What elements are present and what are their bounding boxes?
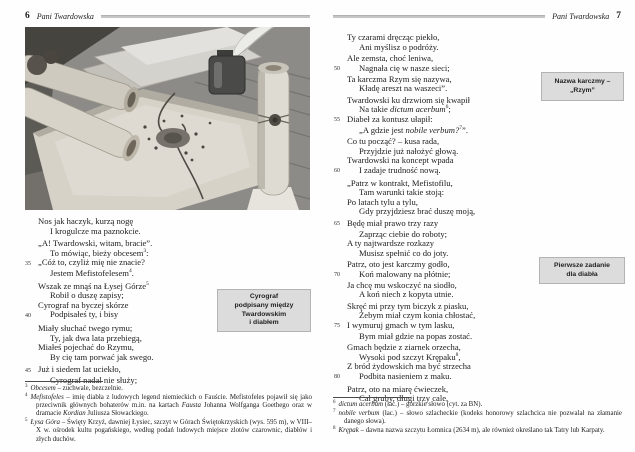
margin-note-line: dla diabła xyxy=(566,270,598,278)
line-number xyxy=(25,217,38,227)
line-number: 70 xyxy=(334,272,340,278)
line-number xyxy=(334,385,347,395)
margin-note-line: Cyrograf xyxy=(249,293,279,301)
text-segment: Bym miał gdzie na popas zostać. xyxy=(359,330,473,341)
text-segment: Ta karczma Rzym się nazywa, xyxy=(347,73,452,84)
text-segment: Mefistofeles xyxy=(30,394,64,402)
text-segment: Koń malowany na płótnie; xyxy=(359,268,451,279)
footnote xyxy=(25,419,312,443)
stanza xyxy=(25,217,220,236)
text-segment: , xyxy=(458,351,461,362)
stanza xyxy=(334,96,539,136)
text-segment: Wszak ze mnąś na Łysej Górze xyxy=(38,280,147,291)
text-segment: : xyxy=(146,247,149,258)
text-segment: – zuchwale, bezczelnie. xyxy=(55,385,123,392)
line-number xyxy=(334,126,347,136)
text-segment: Zaprząc ciebie do roboty; xyxy=(359,228,448,239)
poem-line-text xyxy=(38,269,134,279)
text-segment: Żebym miał czym konia chłostać, xyxy=(359,310,476,320)
footnote xyxy=(25,385,312,393)
text-segment: Ty, jak dwa lata przebiegą, xyxy=(50,332,142,343)
line-number xyxy=(25,269,38,279)
text-segment: Po latach tylu a tylu, xyxy=(347,196,418,207)
stanza xyxy=(334,33,539,52)
text-segment: (łac.) – słowo szlacheckie (kodeks honorowy szlachcica nie pozwalał na złamanie danego słowa). xyxy=(344,410,622,426)
text-segment: To mówiąc, bieży obcesem xyxy=(50,247,144,258)
left-page-header xyxy=(25,10,310,22)
line-number xyxy=(334,362,347,372)
line-number xyxy=(334,105,347,115)
text-segment: Ty czarami dręcząc piekło, xyxy=(347,32,440,42)
text-segment: Co tu począć? – kusa rada, xyxy=(347,136,440,146)
text-segment: Johanna Wolfganga Goethego oraz w dramacie xyxy=(36,402,313,418)
stanza xyxy=(334,219,539,259)
footnote xyxy=(333,410,622,426)
margin-note-pierwsze-zadanie xyxy=(539,257,625,284)
text-segment: Łysa Góra xyxy=(30,419,60,427)
footnotes-right xyxy=(333,397,622,436)
text-segment: Kładę areszt na waszeci”. xyxy=(359,83,448,93)
line-number xyxy=(25,334,38,344)
text-segment: Robił o duszę zapisy; xyxy=(50,290,124,300)
poem-line xyxy=(334,332,539,342)
poem-column-left xyxy=(25,217,220,389)
footnote-marker: 6 xyxy=(333,399,336,405)
poem-line-text xyxy=(347,290,454,300)
text-segment: Patrz, oto na miarę ćwieczek, xyxy=(347,383,449,394)
text-segment: Na takie xyxy=(359,104,391,114)
line-number xyxy=(334,249,347,259)
margin-note-line: Nazwa karczmy – xyxy=(554,77,611,85)
line-number: 60 xyxy=(334,168,340,174)
line-number xyxy=(25,227,38,237)
line-number xyxy=(334,198,347,208)
poem-line xyxy=(334,84,539,94)
line-number xyxy=(334,43,347,53)
text-segment: – imię diabła z ludowych legend niemieckich o Fauście. Mefistofeles pojawił się jako przeciwnik głównych bohaterów m.in. na kartach xyxy=(36,394,312,410)
line-number xyxy=(334,179,347,189)
stanza xyxy=(25,324,220,362)
text-segment: Gmach będzie z ziarnek orzecha, xyxy=(347,342,461,352)
text-segment: „A gdzie jest xyxy=(359,124,406,135)
footnote-ref: 7 xyxy=(459,124,462,131)
stanza xyxy=(334,179,539,217)
text-segment: Skręć mi przy tym biczyk z piasku, xyxy=(347,300,469,311)
stanza xyxy=(334,302,539,342)
poem-line xyxy=(25,310,220,321)
text-segment: Będę miał prawo trzy razy xyxy=(347,217,439,228)
text-segment: A koń niech z kopyta utnie. xyxy=(359,289,454,299)
footnote-marker: 7 xyxy=(333,408,336,414)
line-number: 35 xyxy=(25,260,31,267)
line-number xyxy=(334,75,347,85)
footnote-ref: 3 xyxy=(143,247,147,254)
stanza xyxy=(25,239,220,279)
line-number: 45 xyxy=(25,367,31,374)
text-segment: Już i siedem lat uciekło, xyxy=(38,364,121,374)
poem-line xyxy=(25,269,220,279)
text-segment: Nagnała cię w nasze sieci; xyxy=(359,62,450,73)
line-number xyxy=(25,239,38,249)
text-segment: Miały słuchać twego rymu; xyxy=(38,323,133,333)
line-number xyxy=(334,343,347,353)
line-number xyxy=(25,353,38,363)
line-number xyxy=(334,290,347,300)
margin-note-karczma-rzym xyxy=(541,72,624,101)
text-segment: Jestem Mefistofelesem xyxy=(50,268,129,278)
text-segment: I wymuruj gmach w tym lasku, xyxy=(347,319,455,330)
poem-line-text xyxy=(347,84,447,94)
text-segment: Ani myślisz o podróży. xyxy=(359,41,439,52)
stanza xyxy=(334,260,539,300)
text-segment: (łac.) – gorzkie słowo (cyt. za BN). xyxy=(383,401,483,408)
poem-line-text xyxy=(347,372,452,383)
line-number: 65 xyxy=(334,221,340,227)
poem-line xyxy=(334,249,539,259)
footnote-list-right xyxy=(333,401,622,435)
text-segment: „Cóż to, czyliż mię nie znacie? xyxy=(38,257,145,267)
text-segment: Cyrograf nadal nie służy; xyxy=(50,375,138,385)
stanza xyxy=(334,137,539,177)
poem-line-text xyxy=(347,166,441,177)
line-number xyxy=(334,84,347,94)
stanza xyxy=(25,282,220,322)
margin-note-line: Pierwsze zadanie xyxy=(554,261,610,269)
footnote-marker: 5 xyxy=(25,418,28,424)
poem-line-text xyxy=(347,43,439,53)
line-number: 40 xyxy=(25,312,31,319)
footnote-ref: 5 xyxy=(146,280,149,287)
poem-line xyxy=(334,372,539,383)
line-number xyxy=(334,311,347,321)
text-segment: I krogulcze ma paznokcie. xyxy=(50,225,141,236)
right-running-title: Pani Twardowska xyxy=(552,11,610,21)
text-segment: . xyxy=(131,268,134,278)
margin-note-line: Twardowskim xyxy=(241,310,287,318)
footnote-ref: 6 xyxy=(445,104,449,111)
text-segment: Nos jak haczyk, kurzą nogę xyxy=(38,216,134,226)
text-segment: Twardowski ku drzwiom się kwapił xyxy=(347,94,471,105)
margin-note-line: „Rzym” xyxy=(570,86,595,94)
text-segment: Tam warunki takie stoją: xyxy=(359,187,445,197)
text-segment: Ale zemsta, choć leniwa, xyxy=(347,53,434,63)
poem-line-text xyxy=(347,207,475,217)
line-number xyxy=(334,281,347,291)
text-segment: Podbita nasieniem z maku. xyxy=(359,370,452,381)
text-segment: dictum acerbum xyxy=(390,104,446,114)
line-number xyxy=(334,353,347,363)
footnote-ref: 8 xyxy=(455,351,459,358)
left-running-title: Pani Twardowska xyxy=(36,11,94,21)
text-segment: A ty najtwardsze rozkazy xyxy=(347,238,435,248)
poem-line xyxy=(334,43,539,53)
text-segment: Krępak xyxy=(338,427,359,435)
poem-line xyxy=(25,227,220,237)
left-header-rule xyxy=(101,15,310,18)
right-page-number: 7 xyxy=(616,11,621,21)
margin-note-line: i diabłem xyxy=(249,319,279,327)
footnote-marker: 3 xyxy=(25,383,28,389)
footnote-rule-right xyxy=(333,397,411,398)
left-page-number: 6 xyxy=(25,11,30,21)
line-number xyxy=(25,291,38,301)
line-number xyxy=(334,230,347,240)
text-segment: Fausta xyxy=(181,402,201,410)
text-segment: nobile verbum? xyxy=(405,124,460,135)
line-number xyxy=(334,33,347,43)
still-life-photo-art xyxy=(25,27,310,210)
still-life-photo xyxy=(25,27,310,210)
text-segment: „A! Twardowski, witam, bracie”. xyxy=(38,238,153,248)
line-number: 80 xyxy=(334,374,340,380)
text-segment: Twardowski na koncept wpada xyxy=(347,155,454,165)
poem-line xyxy=(334,207,539,217)
text-segment: Ja chcę mu wskoczyć na siodło, xyxy=(347,279,457,290)
text-segment: ”. xyxy=(462,124,468,135)
margin-note-cyrograf xyxy=(217,289,311,332)
footnote xyxy=(25,394,312,418)
text-segment: Juliusza Słowackiego. xyxy=(85,410,149,418)
text-segment: By cię tam porwać jak swego. xyxy=(50,351,154,362)
line-number: 75 xyxy=(334,323,340,329)
line-number: 55 xyxy=(334,117,340,123)
margin-note-line: podpisany między xyxy=(234,301,294,309)
text-segment: Podpisałeś ty, i bisy xyxy=(50,309,119,319)
footnote xyxy=(333,401,622,409)
line-number xyxy=(25,343,38,353)
line-number xyxy=(334,188,347,198)
text-segment: Musisz spełnić co do joty. xyxy=(359,247,449,258)
footnote-ref: 4 xyxy=(129,268,132,275)
footnote-marker: 8 xyxy=(333,425,336,431)
poem-column-right xyxy=(334,33,539,406)
poem-line xyxy=(334,126,539,136)
poem-line xyxy=(334,290,539,300)
poem-line-text xyxy=(347,249,448,259)
line-number xyxy=(334,147,347,157)
text-segment: Z bród żydowskich ma być strzecha xyxy=(347,361,471,371)
text-segment: Cal gruby, długi trzy cale, xyxy=(359,393,449,403)
text-segment: dictum acerbum xyxy=(338,401,384,408)
poem-line-text xyxy=(38,353,154,363)
line-number xyxy=(334,156,347,166)
text-segment: Kordian xyxy=(62,410,86,418)
poem-line-text xyxy=(38,310,118,321)
text-segment: Cyrograf na byczej skórze xyxy=(38,299,129,310)
text-segment: Wysoki pod szczyt Krępaku xyxy=(359,351,456,362)
footnotes-left xyxy=(25,381,312,445)
line-number xyxy=(334,260,347,270)
line-number xyxy=(334,54,347,64)
text-segment: – dawna nazwa szczytu Łomnica (2634 m), ale również określano tak Tatry lub Karpaty. xyxy=(358,427,605,435)
text-segment: Obcesem xyxy=(30,385,56,392)
stanza xyxy=(334,54,539,94)
text-segment: Przyjdzie już nałożyć głową. xyxy=(359,145,459,156)
text-segment: ; xyxy=(448,104,451,114)
footnote xyxy=(333,427,622,435)
text-segment: Miałeś pojechać do Rzymu, xyxy=(38,342,134,352)
poem-line-text xyxy=(347,126,468,136)
stanza xyxy=(334,343,539,383)
line-number xyxy=(25,324,38,334)
right-page-header xyxy=(333,10,621,22)
text-segment: nobile verbum xyxy=(338,410,380,418)
poem-line xyxy=(334,166,539,177)
footnote-rule-left xyxy=(25,381,103,382)
line-number xyxy=(334,332,347,342)
line-number xyxy=(334,96,347,106)
line-number xyxy=(334,207,347,217)
line-number xyxy=(334,302,347,312)
line-number xyxy=(334,239,347,249)
line-number: 50 xyxy=(334,66,340,72)
poem-line-text xyxy=(38,227,141,237)
line-number xyxy=(25,249,38,259)
footnote-list-left xyxy=(25,385,312,444)
right-header-rule xyxy=(333,15,545,18)
footnote-marker: 4 xyxy=(25,392,28,398)
line-number xyxy=(334,137,347,147)
text-segment: Diabeł za kontusz ułapił: xyxy=(347,113,433,124)
line-number xyxy=(25,282,38,292)
text-segment: Gdy przyjdziesz brać duszę moją, xyxy=(359,206,476,216)
text-segment: – Święty Krzyż, dawniej Łysiec, szczyt w Górach Świętokrzyskich (wys. 595 m), w VIII–X w. ośrodek kultu pogańskiego, według podań ludowych miejsce zlotów czarownic, diabłów i złych duchów. xyxy=(36,419,312,443)
text-segment: „Patrz w kontrakt, Mefistofilu, xyxy=(347,177,453,188)
text-segment: Patrz, oto jest karczmy godło, xyxy=(347,259,450,269)
text-segment: I zadaje trudność nową. xyxy=(359,164,441,175)
line-number xyxy=(25,301,38,311)
poem-line-text xyxy=(347,332,472,342)
poem-line xyxy=(25,353,220,363)
